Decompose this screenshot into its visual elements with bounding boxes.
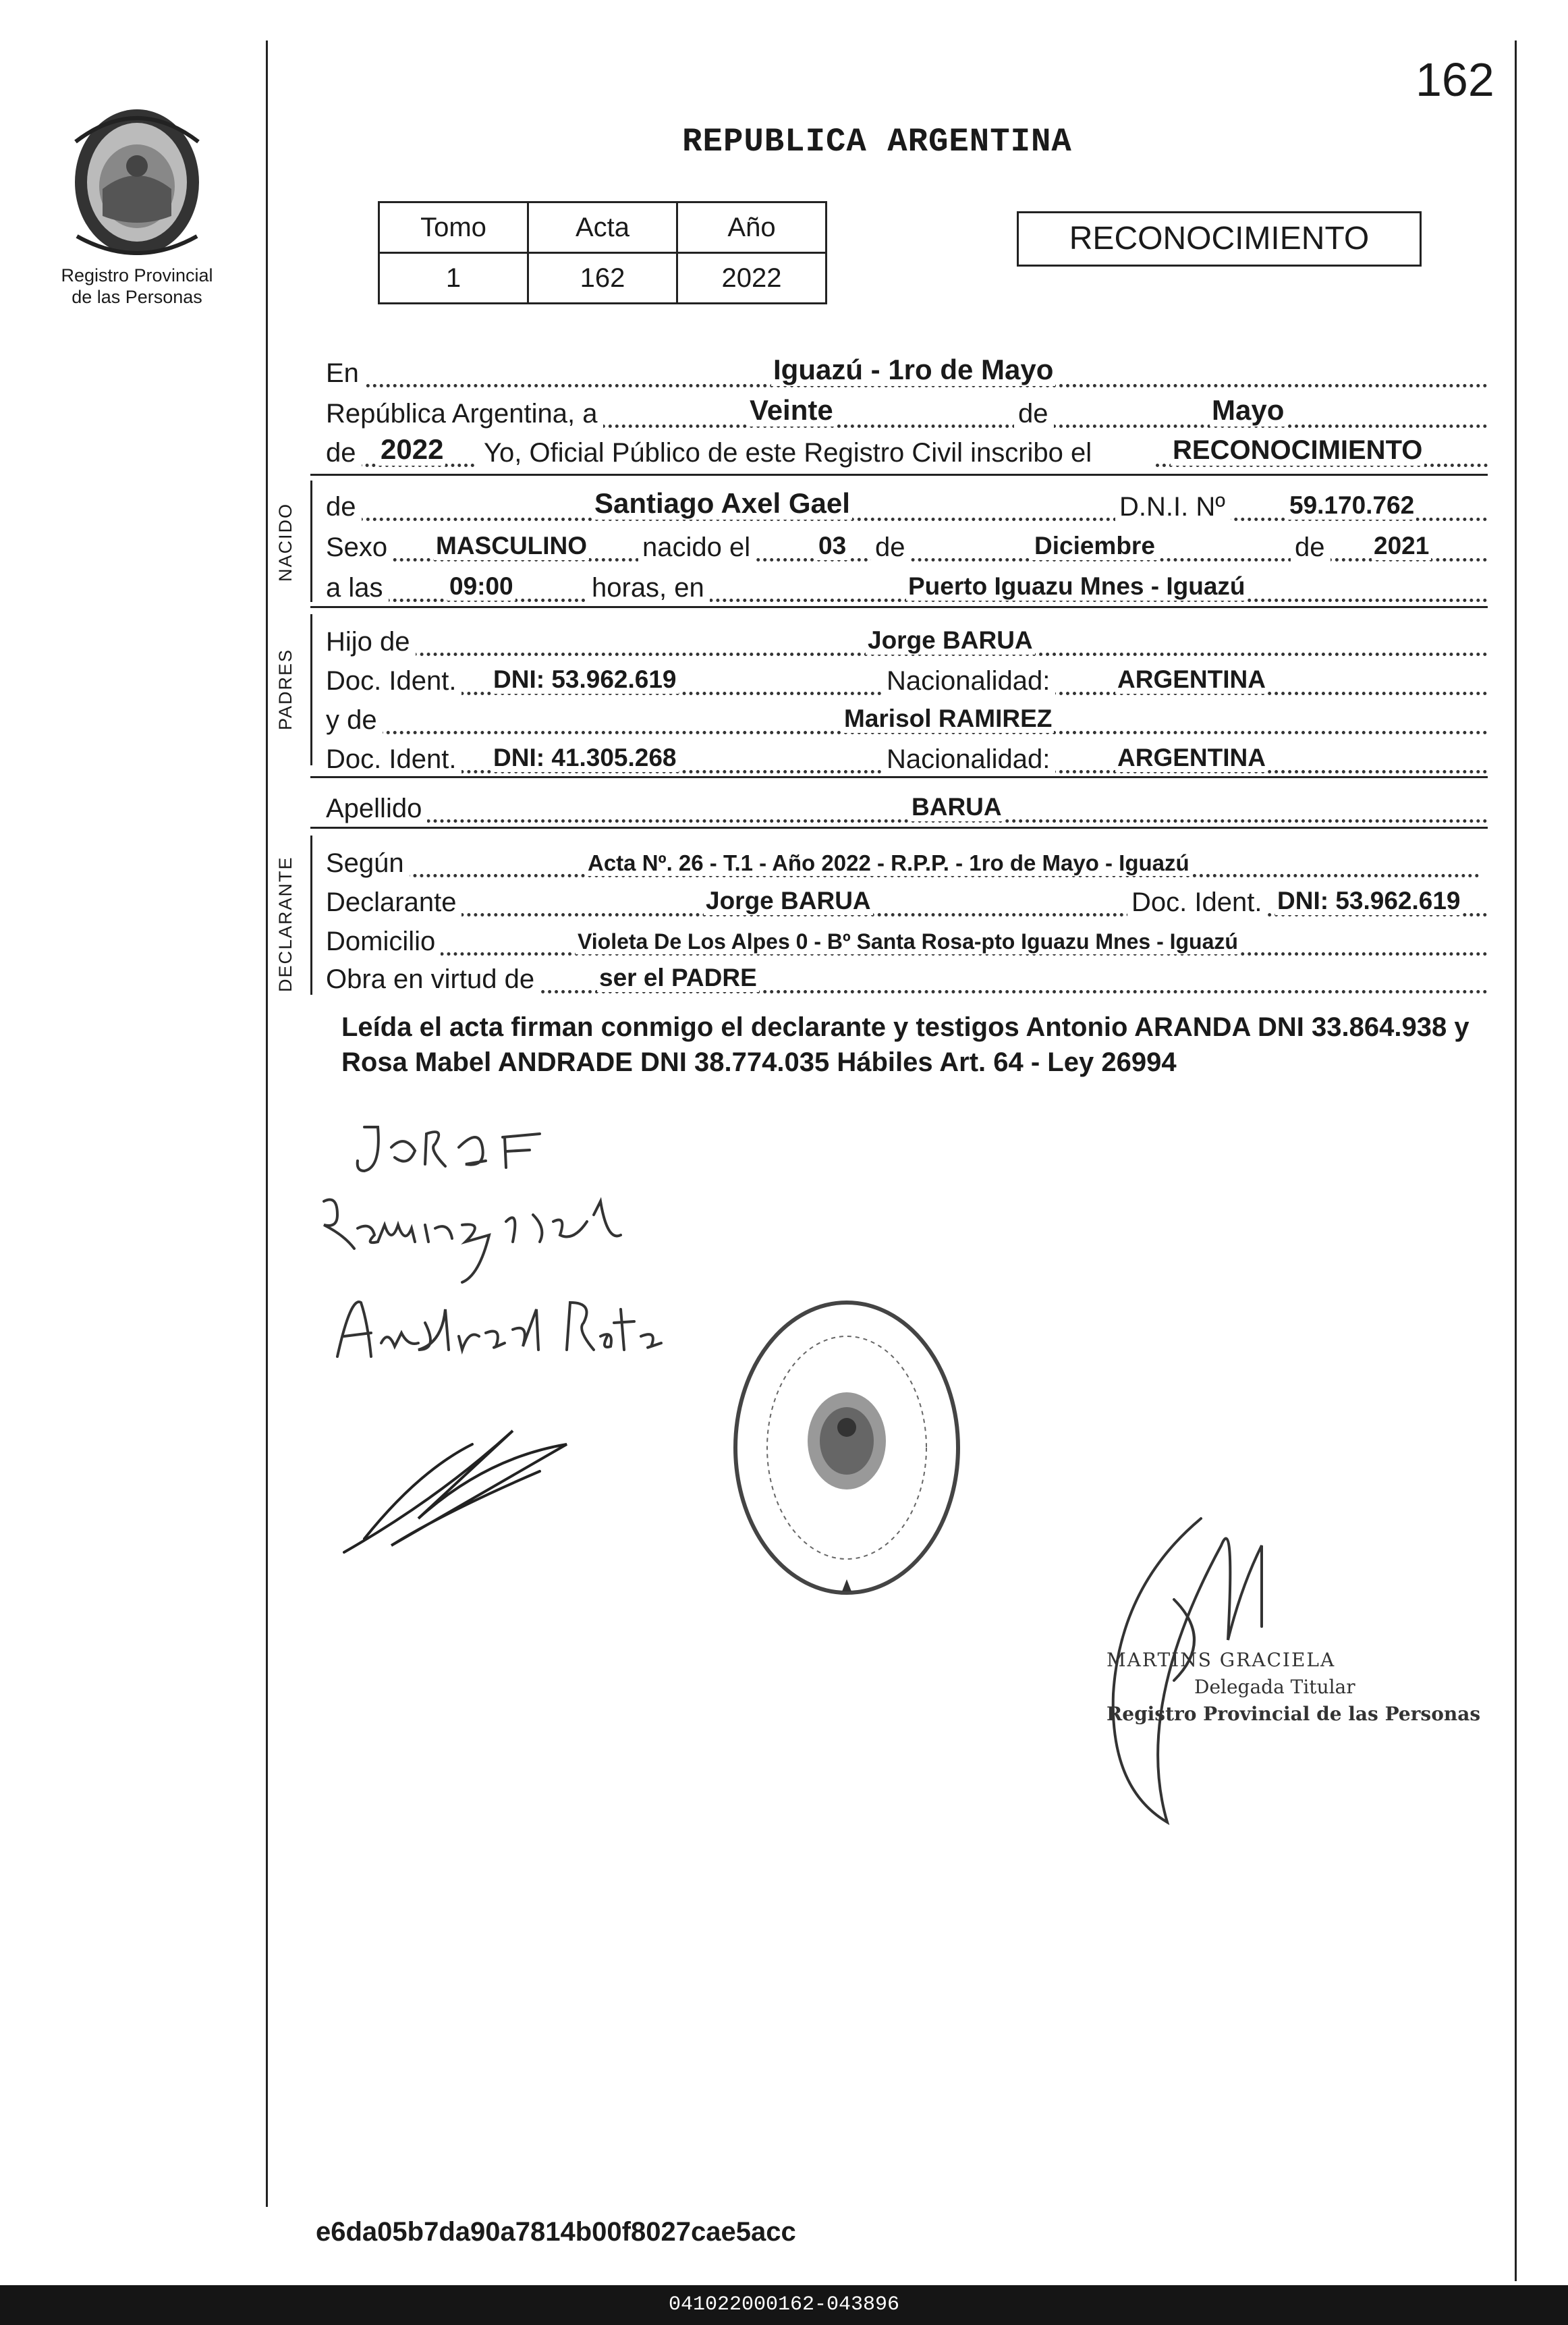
delegada-stamp bbox=[1107, 1647, 1480, 1728]
value-month: Mayo bbox=[1210, 394, 1286, 427]
label-declarante-doc: Doc. Ident. bbox=[1127, 887, 1267, 918]
value-declarante-doc: DNI: 53.962.619 bbox=[1275, 887, 1463, 915]
row-apellido bbox=[326, 786, 1488, 827]
label-hijo-de: Hijo de bbox=[326, 627, 416, 657]
label-domicilio: Domicilio bbox=[326, 927, 441, 957]
section-label-padres: PADRES bbox=[275, 648, 296, 730]
row-hijo-de bbox=[326, 620, 1488, 660]
document-hash: e6da05b7da90a7814b00f8027cae5acc bbox=[316, 2217, 796, 2247]
value-tomo: 1 bbox=[379, 253, 528, 304]
official-seal bbox=[729, 1296, 965, 1599]
value-mother-doc: DNI: 41.305.268 bbox=[491, 744, 679, 772]
signature-official-scribble bbox=[337, 1417, 580, 1566]
value-year: 2022 bbox=[379, 433, 445, 466]
header-tomo: Tomo bbox=[379, 202, 528, 253]
left-margin-line bbox=[266, 40, 268, 2207]
value-en: Iguazú - 1ro de Mayo bbox=[771, 354, 1055, 386]
header-acta: Acta bbox=[528, 202, 677, 253]
label-de-birth-year: de bbox=[1291, 532, 1331, 563]
label-oficial: Yo, Oficial Público de este Registro Civil inscribo el bbox=[480, 438, 1097, 468]
row-declarante bbox=[326, 880, 1488, 921]
value-mother-nat: ARGENTINA bbox=[1115, 744, 1268, 772]
value-birth-place: Puerto Iguazu Mnes - Iguazú bbox=[906, 572, 1248, 601]
signature-andrade bbox=[324, 1282, 675, 1377]
divider-4 bbox=[310, 827, 1488, 829]
stamp-line2: Delegada Titular bbox=[1194, 1676, 1355, 1698]
footer-code: 041022000162-043896 bbox=[668, 2293, 900, 2316]
logo-caption bbox=[27, 265, 247, 308]
value-birth-day: 03 bbox=[816, 532, 848, 560]
row-en bbox=[326, 351, 1488, 391]
footer-code-bar bbox=[0, 2285, 1568, 2325]
label-sexo: Sexo bbox=[326, 532, 393, 563]
value-apellido: BARUA bbox=[909, 793, 1004, 821]
row-republica bbox=[326, 391, 1488, 432]
label-en: En bbox=[326, 358, 364, 389]
value-sexo: MASCULINO bbox=[434, 532, 589, 560]
nacido-bar bbox=[310, 481, 312, 602]
label-de-birth-month: de bbox=[871, 532, 911, 563]
value-birth-year: 2021 bbox=[1372, 532, 1431, 560]
row-year bbox=[326, 431, 1488, 471]
label-year: de bbox=[326, 438, 362, 468]
act-type-box: RECONOCIMIENTO bbox=[1017, 211, 1422, 267]
value-mother-name: Marisol RAMIREZ bbox=[842, 705, 1054, 733]
label-father-doc: Doc. Ident. bbox=[326, 666, 461, 696]
stamp-line3: Registro Provincial de las Personas bbox=[1107, 1703, 1481, 1725]
closing-statement: Leída el acta firman conmigo el declarante y testigos Antonio ARANDA DNI 33.864.938 y Rosa Mabel ANDRADE DNI 38.774.035 Hábiles Art. 64 - Ley 26994 bbox=[341, 1012, 1469, 1077]
row-y-de bbox=[326, 698, 1488, 738]
act-table-value-row bbox=[379, 253, 827, 304]
value-hora: 09:00 bbox=[447, 572, 515, 601]
logo-line1: Registro Provincial bbox=[61, 265, 213, 285]
label-a-las: a las bbox=[326, 573, 389, 603]
act-table bbox=[378, 201, 827, 304]
value-obra: ser el PADRE bbox=[597, 964, 759, 992]
padres-bar bbox=[310, 614, 312, 765]
value-ano: 2022 bbox=[677, 253, 827, 304]
act-table-header-row bbox=[379, 202, 827, 253]
section-label-declarante: DECLARANTE bbox=[275, 856, 296, 992]
row-sexo bbox=[326, 525, 1488, 566]
row-obra bbox=[326, 957, 1488, 997]
label-father-nat: Nacionalidad: bbox=[883, 666, 1055, 696]
stamp-line1: MARTINS GRACIELA bbox=[1107, 1649, 1336, 1671]
label-nacido-el: nacido el bbox=[638, 532, 756, 563]
signature-jorge bbox=[351, 1107, 553, 1188]
document-title: REPUBLICA ARGENTINA bbox=[682, 123, 1072, 161]
value-declarante: Jorge BARUA bbox=[704, 887, 873, 915]
row-mother-doc bbox=[326, 737, 1488, 777]
label-segun: Según bbox=[326, 848, 410, 879]
value-child-name: Santiago Axel Gael bbox=[592, 487, 852, 520]
value-father-name: Jorge BARUA bbox=[866, 626, 1035, 655]
label-obra: Obra en virtud de bbox=[326, 964, 540, 995]
value-domicilio: Violeta De Los Alpes 0 - Bº Santa Rosa-pto Iguazu Mnes - Iguazú bbox=[576, 929, 1240, 954]
row-hora bbox=[326, 566, 1488, 606]
row-segun bbox=[326, 841, 1480, 881]
label-de-month: de bbox=[1014, 399, 1054, 429]
label-dni: D.N.I. Nº bbox=[1115, 492, 1231, 522]
value-day: Veinte bbox=[748, 394, 835, 427]
value-birth-month: Diciembre bbox=[1032, 532, 1157, 560]
value-segun: Acta Nº. 26 - T.1 - Año 2022 - R.P.P. - 1ro de Mayo - Iguazú bbox=[586, 850, 1192, 876]
label-nacido-de: de bbox=[326, 492, 362, 522]
divider-2 bbox=[310, 606, 1488, 608]
label-republica: República Argentina, a bbox=[326, 399, 603, 429]
value-father-doc: DNI: 53.962.619 bbox=[491, 665, 679, 694]
provincia-misiones-logo bbox=[62, 101, 212, 263]
row-domicilio bbox=[326, 919, 1488, 960]
divider-1 bbox=[310, 474, 1488, 476]
label-declarante: Declarante bbox=[326, 887, 461, 918]
label-mother-nat: Nacionalidad: bbox=[883, 744, 1055, 775]
logo-line2: de las Personas bbox=[72, 287, 202, 307]
label-y-de: y de bbox=[326, 705, 383, 736]
value-acta: 162 bbox=[528, 253, 677, 304]
declarante-bar bbox=[310, 836, 312, 995]
header-ano: Año bbox=[677, 202, 827, 253]
right-margin-line bbox=[1515, 40, 1517, 2281]
value-inscribo: RECONOCIMIENTO bbox=[1171, 435, 1424, 466]
label-horas-en: horas, en bbox=[588, 573, 710, 603]
section-label-nacido: NACIDO bbox=[275, 502, 296, 582]
signature-ramirez bbox=[317, 1188, 627, 1289]
value-child-dni: 59.170.762 bbox=[1287, 491, 1416, 520]
label-mother-doc: Doc. Ident. bbox=[326, 744, 461, 775]
row-father-doc bbox=[326, 659, 1488, 699]
row-nacido-name bbox=[326, 485, 1488, 525]
page-number: 162 bbox=[1416, 53, 1494, 106]
value-father-nat: ARGENTINA bbox=[1115, 665, 1268, 694]
label-apellido: Apellido bbox=[326, 794, 427, 824]
